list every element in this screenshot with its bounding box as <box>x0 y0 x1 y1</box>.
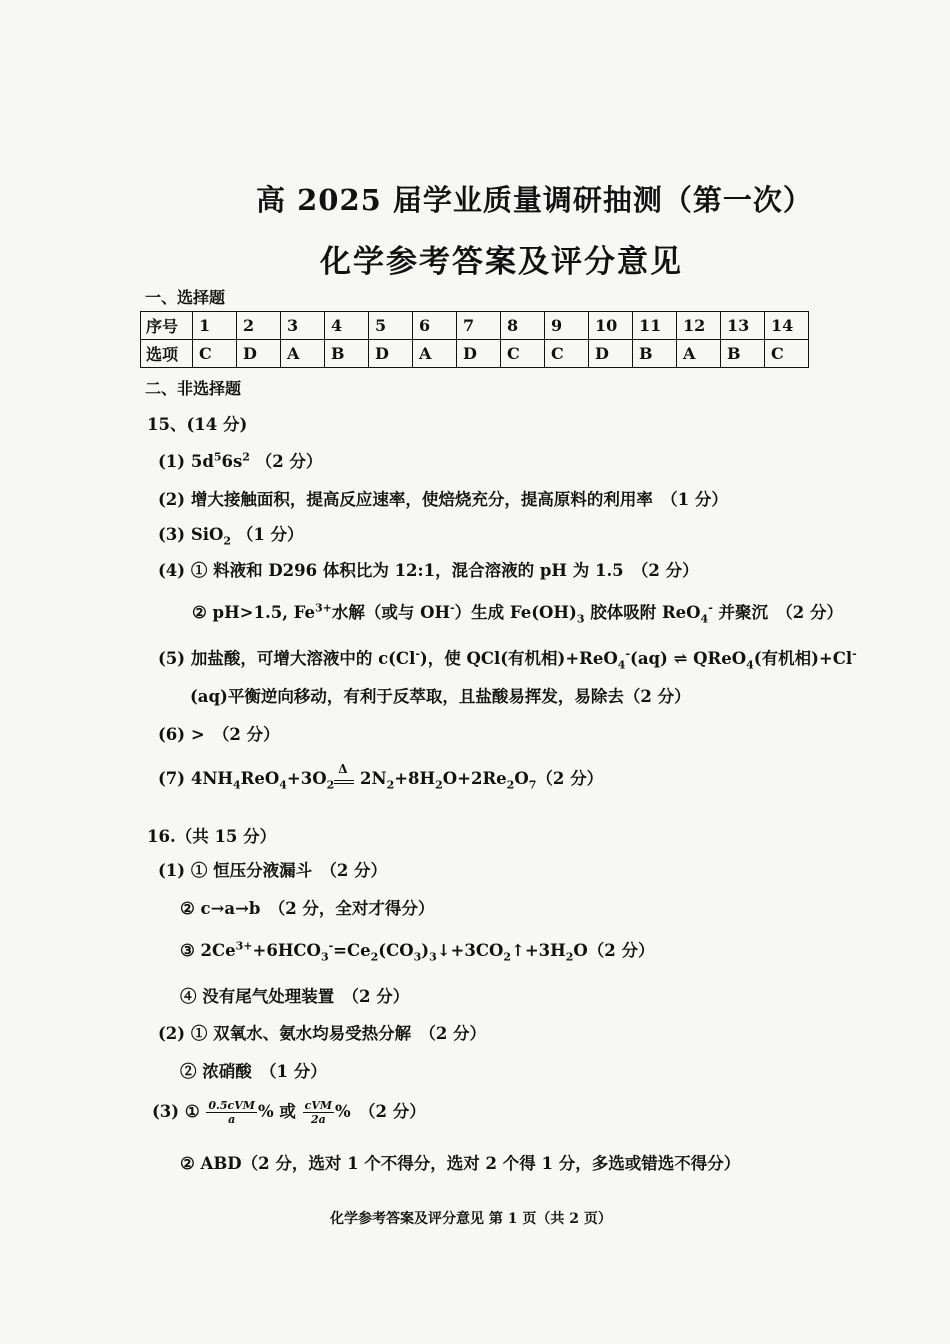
text: +8H <box>394 769 436 788</box>
q16-answer-2-2: ② 浓硝酸 （1 分） <box>180 1062 327 1081</box>
q15-answer-5-line1 <box>158 645 857 671</box>
text: (3) SiO <box>158 525 224 544</box>
text: O <box>514 769 529 788</box>
q15-answer-3 <box>158 521 304 547</box>
sub: 4 <box>233 778 241 792</box>
table-cell: 4 <box>325 312 369 340</box>
page-footer: 化学参考答案及评分意见 第 1 页（共 2 页） <box>330 1211 612 1227</box>
sub: 3 <box>576 612 585 626</box>
table-cell: B <box>325 340 369 368</box>
fraction-numerator: 0.5cVM <box>208 1099 255 1112</box>
q16-header: 16.（共 15 分） <box>147 827 277 846</box>
table-cell: 7 <box>457 312 501 340</box>
table-cell: 6 <box>413 312 457 340</box>
text: (5) 加盐酸，可增大溶液中的 c(Cl <box>158 649 416 668</box>
sup: 5 <box>213 450 222 464</box>
table-cell: 8 <box>501 312 545 340</box>
table-cell: 2 <box>237 312 281 340</box>
table-row-answers <box>141 340 809 368</box>
q15-answer-4-2 <box>192 599 843 625</box>
text: ↓+3CO <box>436 941 504 960</box>
q15-header: 15、(14 分) <box>147 415 248 434</box>
table-cell: 14 <box>765 312 809 340</box>
text: ReO <box>240 769 280 788</box>
page-subtitle: 化学参考答案及评分意见 <box>320 244 683 280</box>
sup: - <box>708 601 713 615</box>
text: ）生成 Fe(OH) <box>454 603 577 622</box>
q15-answer-2: (2) 增大接触面积，提高反应速率，使焙烧充分，提高原料的利用率 （1 分） <box>158 490 728 509</box>
table-cell: A <box>413 340 457 368</box>
table-cell: 13 <box>721 312 765 340</box>
table-cell: 1 <box>193 312 237 340</box>
text: ) <box>421 941 430 960</box>
table-cell: C <box>193 340 237 368</box>
fraction-denominator: 2a <box>310 1113 326 1126</box>
table-cell: 12 <box>677 312 721 340</box>
sub: 2 <box>223 534 232 548</box>
sup: - <box>450 601 455 615</box>
table-cell: 9 <box>545 312 589 340</box>
text: % 或 <box>257 1102 296 1121</box>
table-cell: D <box>237 340 281 368</box>
fraction-1 <box>206 1099 257 1126</box>
table-row-numbers <box>141 312 809 340</box>
q15-answer-6: (6) > （2 分） <box>158 725 280 744</box>
sub: 4 <box>746 658 754 672</box>
text: ③ 2Ce <box>180 941 236 960</box>
table-cell: 10 <box>589 312 633 340</box>
text: 2N <box>354 769 387 788</box>
sub: 2 <box>386 778 395 792</box>
q15-answer-7 <box>158 762 604 792</box>
text: (1) 5d <box>158 452 214 471</box>
text: 并聚沉 （2 分） <box>712 603 844 622</box>
sub: 3 <box>413 950 422 964</box>
table-cell: 11 <box>633 312 677 340</box>
text: +3O <box>286 769 327 788</box>
text: ② pH>1.5, Fe <box>192 603 315 622</box>
text: (CO <box>378 941 414 960</box>
sub: 2 <box>435 778 443 792</box>
sup: - <box>625 647 631 661</box>
sub: 2 <box>370 950 379 964</box>
sub: 2 <box>565 950 574 964</box>
q16-answer-3-1 <box>152 1098 426 1126</box>
sup: 2 <box>242 450 250 464</box>
text: +6HCO <box>252 941 321 960</box>
table-cell: D <box>457 340 501 368</box>
table-cell: 5 <box>369 312 413 340</box>
table-cell: B <box>721 340 765 368</box>
sup: - <box>415 647 420 661</box>
heat-equals-sign <box>334 762 354 784</box>
text: 胶体吸附 ReO <box>584 603 701 622</box>
text: (有机相)+Cl <box>753 649 853 668</box>
table-cell: 3 <box>281 312 325 340</box>
table-cell: D <box>589 340 633 368</box>
q16-answer-2-1: (2) ① 双氧水、氨水均易受热分解 （2 分） <box>158 1024 487 1043</box>
sub: 4 <box>700 612 709 626</box>
q16-answer-1-3 <box>180 937 655 963</box>
sub: 2 <box>503 950 512 964</box>
table-cell: C <box>545 340 589 368</box>
sup: - <box>328 939 334 953</box>
fraction-denominator: a <box>228 1113 236 1126</box>
table-cell: A <box>677 340 721 368</box>
text: 水解（或与 OH <box>331 603 451 622</box>
section-choice-header: 一、选择题 <box>145 288 226 307</box>
table-cell: A <box>281 340 325 368</box>
sub: 2 <box>326 778 335 792</box>
sub: 4 <box>617 658 626 672</box>
table-cell: D <box>369 340 413 368</box>
text: )，使 QCl(有机相)+ReO <box>419 649 618 668</box>
sub: 3 <box>320 950 329 964</box>
sub: 3 <box>429 950 437 964</box>
text: O+2Re <box>442 769 507 788</box>
text: 6s <box>221 452 243 471</box>
text: ↑+3H <box>511 941 566 960</box>
q16-answer-1-4: ④ 没有尾气处理装置 （2 分） <box>180 987 410 1006</box>
sup: - <box>852 647 857 661</box>
fraction-numerator: cVM <box>304 1099 333 1112</box>
answer-table <box>140 311 809 368</box>
table-cell: C <box>501 340 545 368</box>
sup: 3+ <box>235 939 253 953</box>
text: =Ce <box>333 941 371 960</box>
q15-answer-1 <box>158 448 322 472</box>
q15-answer-5-line2: (aq)平衡逆向移动，有利于反萃取，且盐酸易挥发，易除去（2 分） <box>190 687 691 706</box>
text: (aq) ⇌ QReO <box>630 649 747 668</box>
text: % （2 分） <box>335 1102 426 1121</box>
q16-answer-1-1: (1) ① 恒压分液漏斗 （2 分） <box>158 861 388 880</box>
score: （1 分） <box>236 525 304 544</box>
score: （2 分） <box>536 769 604 788</box>
q15-answer-4-1: (4) ① 料液和 D296 体积比为 12:1，混合溶液的 pH 为 1.5 （2 分） <box>158 561 699 580</box>
table-row-label: 序号 <box>141 312 193 340</box>
text: O（2 分） <box>573 941 655 960</box>
text: (7) 4NH <box>158 769 233 788</box>
table-cell: C <box>765 340 809 368</box>
section-nonchoice-header: 二、非选择题 <box>145 379 242 398</box>
sub: 2 <box>506 778 515 792</box>
page-title: 高 2025 届学业质量调研抽测（第一次） <box>256 183 813 217</box>
score: （2 分） <box>255 452 323 471</box>
sub: 7 <box>528 778 537 792</box>
delta-symbol: Δ <box>338 762 348 776</box>
text: (3) ① <box>152 1102 200 1121</box>
table-row-label: 选项 <box>141 340 193 368</box>
sub: 4 <box>279 778 287 792</box>
q16-answer-1-2: ② c→a→b （2 分，全对才得分） <box>180 899 435 918</box>
fraction-2 <box>303 1099 334 1126</box>
q16-answer-3-2: ② ABD（2 分，选对 1 个不得分，选对 2 个得 1 分，多选或错选不得分） <box>180 1154 741 1173</box>
sup: 3+ <box>315 601 332 615</box>
table-cell: B <box>633 340 677 368</box>
